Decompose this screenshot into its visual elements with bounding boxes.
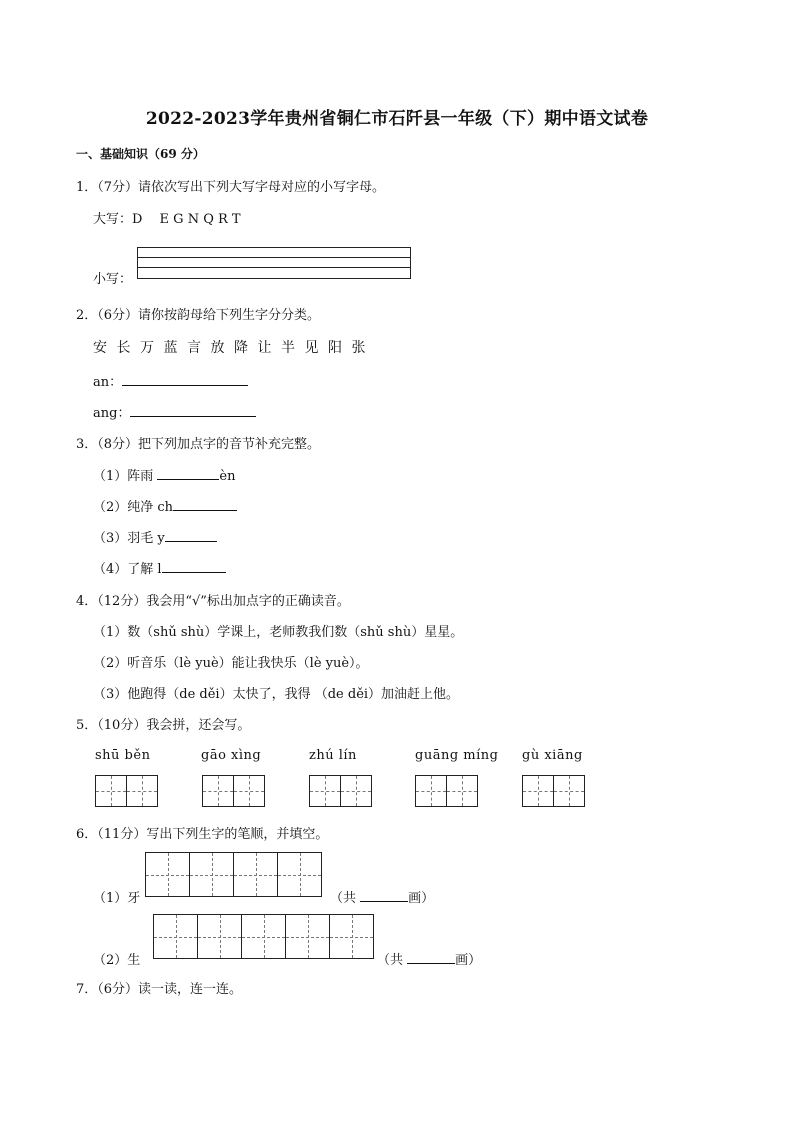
item-prefix: （1）阵雨 bbox=[93, 469, 154, 484]
question-4-item-3: （3）他跑得（de děi）太快了，我得 （de děi）加油赶上他。 bbox=[93, 687, 460, 702]
question-2-characters bbox=[93, 337, 375, 357]
question-3-item-2 bbox=[93, 496, 237, 515]
item-prefix: （4）了解 l bbox=[93, 562, 162, 577]
count-suffix: 画） bbox=[408, 891, 435, 906]
pinyin-3: zhú lín bbox=[309, 748, 357, 763]
writing-grid-4[interactable] bbox=[415, 775, 478, 807]
char: 让 bbox=[257, 340, 272, 356]
char: 阳 bbox=[328, 340, 342, 356]
question-6-stem: 6．（11分）写出下列生字的笔顺，并填空。 bbox=[76, 827, 329, 842]
count-suffix: 画） bbox=[455, 953, 482, 968]
writing-grid-1[interactable] bbox=[95, 775, 158, 807]
writing-grid-5[interactable] bbox=[522, 775, 585, 807]
an-blank[interactable] bbox=[122, 371, 248, 386]
writing-grid-2[interactable] bbox=[202, 775, 265, 807]
question-1-stem: 1．（7分）请依次写出下列大写字母对应的小写字母。 bbox=[76, 180, 386, 195]
pinyin-4: guāng míng bbox=[415, 748, 499, 763]
char: 蓝 bbox=[163, 340, 178, 356]
char: 半 bbox=[281, 340, 295, 356]
question-6-item-1-label: （1）牙 bbox=[93, 891, 141, 906]
stroke-count-blank[interactable] bbox=[360, 887, 408, 902]
char: 放 bbox=[210, 340, 225, 356]
answer-blank[interactable] bbox=[157, 465, 219, 480]
question-3-stem: 3．（8分）把下列加点字的音节补充完整。 bbox=[76, 437, 321, 452]
ang-blank[interactable] bbox=[130, 402, 256, 417]
section-heading: 一、基础知识（69 分） bbox=[76, 147, 205, 161]
item-prefix: （2）纯净 ch bbox=[93, 500, 174, 515]
question-4-item-1: （1）数（shǔ shù）学课上，老师教我们数（shǔ shù）星星。 bbox=[93, 625, 464, 640]
an-label: an： bbox=[93, 375, 123, 390]
item-prefix: （3）羽毛 y bbox=[93, 531, 165, 546]
answer-blank[interactable] bbox=[165, 527, 217, 542]
char: 长 bbox=[116, 340, 131, 356]
stroke-order-grid-1[interactable] bbox=[145, 852, 322, 897]
char: 见 bbox=[304, 340, 319, 356]
count-prefix: （共 bbox=[330, 891, 357, 906]
question-4-item-2: （2）听音乐（lè yuè）能让我快乐（lè yuè）。 bbox=[93, 656, 369, 671]
question-4-stem: 4．（12分）我会用“√”标出加点字的正确读音。 bbox=[76, 594, 350, 609]
pinyin-1: shū běn bbox=[95, 748, 151, 763]
question-3-item-1 bbox=[93, 465, 236, 484]
char: 安 bbox=[93, 340, 107, 356]
pinyin-5: gù xiāng bbox=[522, 748, 583, 763]
question-6-item-2-count bbox=[377, 949, 481, 968]
answer-blank[interactable] bbox=[173, 496, 237, 511]
question-5-stem: 5．（10分）我会拼，还会写。 bbox=[76, 718, 251, 733]
writing-grid-3[interactable] bbox=[309, 775, 372, 807]
question-2-ang-row bbox=[93, 402, 256, 421]
char: 言 bbox=[187, 340, 201, 356]
stroke-count-blank[interactable] bbox=[407, 949, 455, 964]
question-2-an-row bbox=[93, 371, 248, 390]
pinyin-2: gāo xìng bbox=[201, 748, 262, 763]
question-7-stem: 7．（6分）读一读，连一连。 bbox=[76, 982, 243, 997]
answer-blank[interactable] bbox=[162, 558, 226, 573]
ang-label: ang： bbox=[93, 406, 131, 421]
question-3-item-4 bbox=[93, 558, 226, 577]
char: 降 bbox=[234, 340, 248, 356]
count-prefix: （共 bbox=[377, 953, 404, 968]
question-1-lowercase-label: 小写： bbox=[93, 272, 133, 287]
stroke-order-grid-2[interactable] bbox=[153, 914, 374, 959]
question-1-writing-lines[interactable] bbox=[137, 247, 411, 279]
char: 万 bbox=[140, 340, 154, 356]
question-1-uppercase: 大写：D E G N Q R T bbox=[93, 212, 241, 227]
question-3-item-3 bbox=[93, 527, 217, 546]
char: 张 bbox=[351, 340, 366, 356]
question-6-item-2-label: （2）生 bbox=[93, 953, 141, 968]
item-suffix: èn bbox=[219, 469, 236, 484]
page-title: 2022-2023学年贵州省铜仁市石阡县一年级（下）期中语文试卷 bbox=[145, 109, 649, 129]
question-2-stem: 2．（6分）请你按韵母给下列生字分分类。 bbox=[76, 308, 321, 323]
question-6-item-1-count bbox=[330, 887, 434, 906]
